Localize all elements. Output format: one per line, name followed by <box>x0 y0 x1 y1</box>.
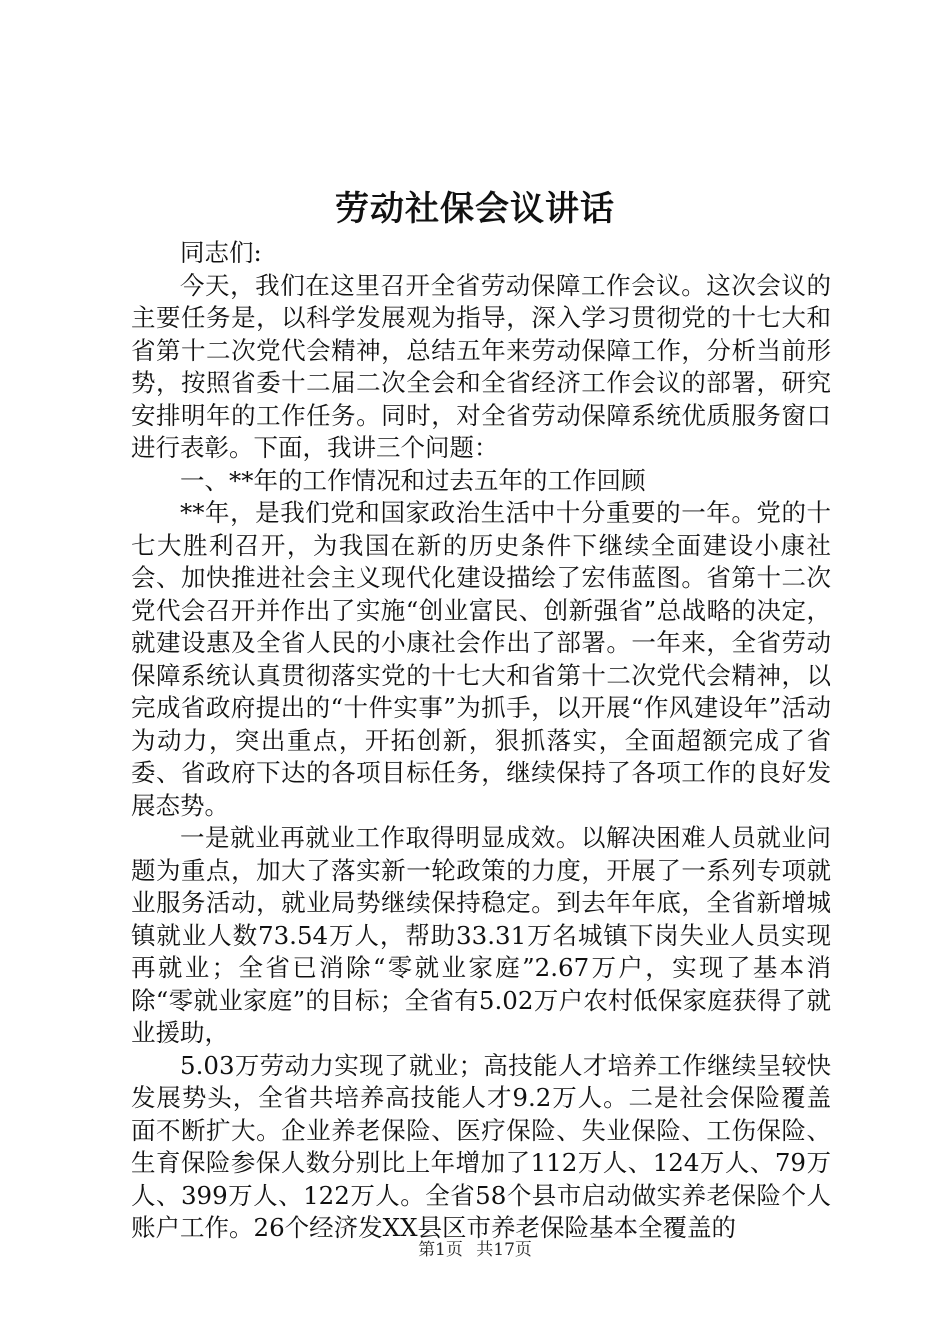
salutation: 同志们: <box>180 238 262 267</box>
paragraph-opening: 今天，我们在这里召开全省劳动保障工作会议。这次会议的主要任务是，以科学发展观为指导，深入学习贯彻党的十七大和省第十二次党代会精神，总结五年来劳动保障工作，分析当前形势，按照省委十二届二次全会和全省经济工作会议的部署，研究安排明年的工作任务。同时，对全省劳动保障系统优质服务窗口进行表彰。下面，我讲三个问题： <box>131 270 831 462</box>
section-heading: 一、**年的工作情况和过去五年的工作回顾 <box>180 465 646 495</box>
page-footer <box>0 1238 950 1262</box>
paragraph-review: **年，是我们党和国家政治生活中十分重要的一年。党的十七大胜利召开，为我国在新的历史条件下继续全面建设小康社会、加快推进社会主义现代化建设描绘了宏伟蓝图。省第十二次党代会召开并作出了实施“创业富民、创新强省”总战略的决定，就建设惠及全省人民的小康社会作出了部署。一年来，全省劳动保障系统认真贯彻落实党的十七大和省第十二次党代会精神，以完成省政府提出的“十件实事”为抓手，以开展“作风建设年”活动为动力，突出重点，开拓创新，狠抓落实，全面超额完成了省委、省政府下达的各项目标任务，继续保持了各项工作的良好发展态势。 <box>131 498 831 820</box>
page-number: 第1页 <box>418 1240 463 1260</box>
paragraph-employment: 一是就业再就业工作取得明显成效。以解决困难人员就业问题为重点，加大了落实新一轮政策的力度，开展了一系列专项就业服务活动，就业局势继续保持稳定。到去年年底，全省新增城镇就业人数73.54万人，帮助33.31万名城镇下岗失业人员实现再就业；全省已消除“零就业家庭”2.67万户，实现了基本消除“零就业家庭”的目标；全省有5.02万户农村低保家庭获得了就业援助， <box>131 823 831 1047</box>
paragraph-social-insurance: 5.03万劳动力实现了就业；高技能人才培养工作继续呈较快发展势头，全省共培养高技能人才9.2万人。二是社会保险覆盖面不断扩大。企业养老保险、医疗保险、失业保险、工伤保险、生育保险参保人数分别比上年增加了112万人、124万人、79万人、399万人、122万人。全省58个县市启动做实养老保险个人账户工作。26个经济发XX县区市养老保险基本全覆盖的 <box>131 1050 831 1242</box>
document-body <box>131 237 831 1245</box>
document-title: 劳动社保会议讲话 <box>335 189 615 229</box>
page-total: 共17页 <box>476 1240 532 1260</box>
